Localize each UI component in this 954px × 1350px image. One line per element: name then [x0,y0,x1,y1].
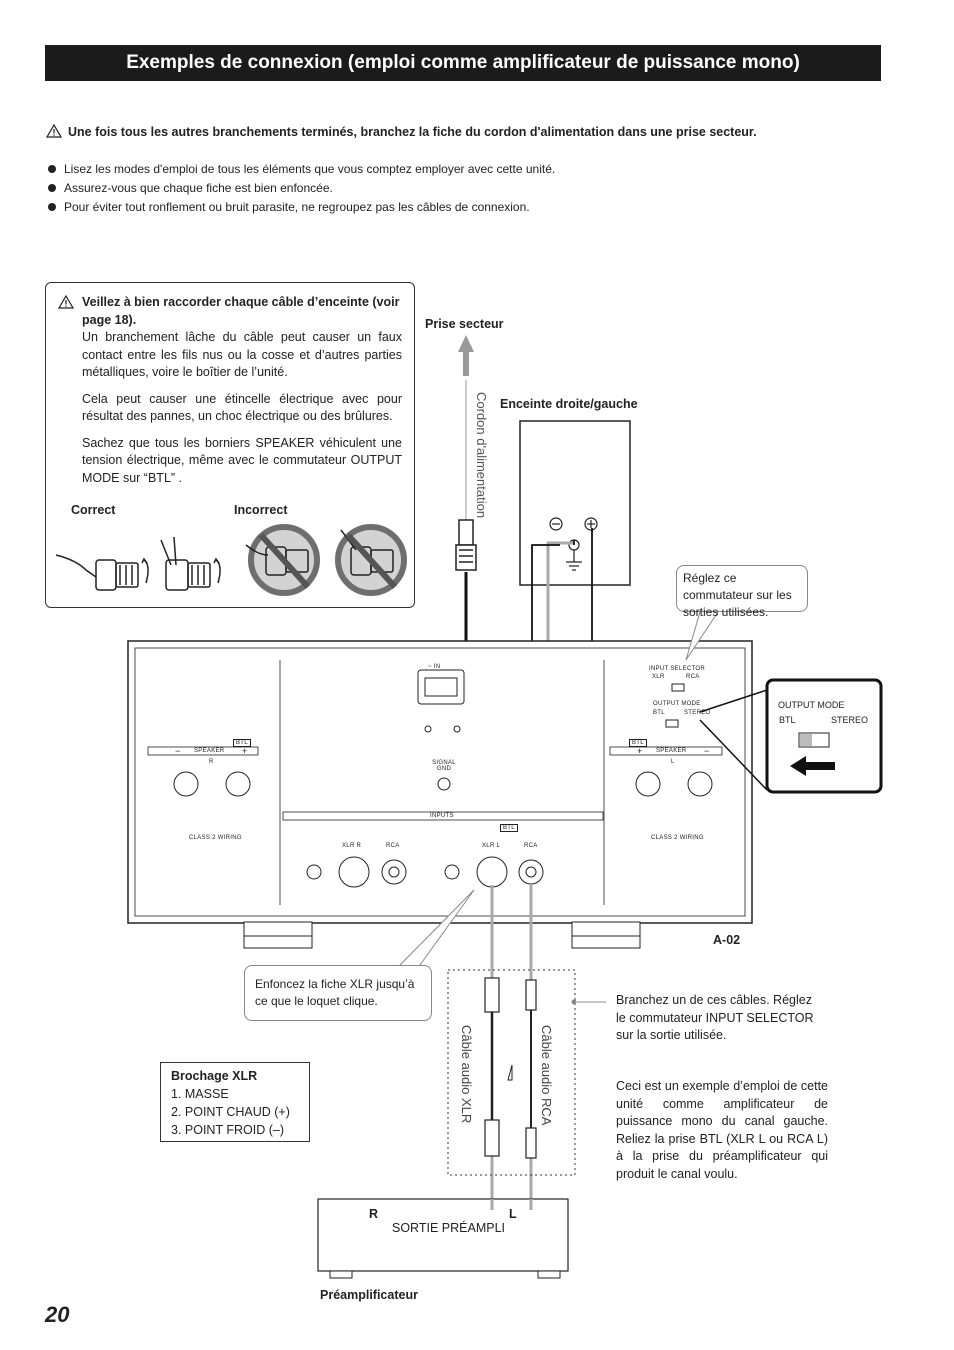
or-divider-icon [508,1065,512,1080]
panel-xlr-label: XLR [652,674,665,680]
list-item: Pour éviter tout ronflement ou bruit parasite, ne regroupez pas les câbles de connexion. [48,201,848,214]
xlr-cable-label: Câble audio XLR [459,1025,474,1124]
rca-cable-label: Câble audio RCA [539,1025,554,1126]
rca-l-label: RCA [524,843,538,849]
page-number: 20 [45,1302,70,1327]
preamp-l-label: L [509,1207,517,1221]
panel-minus-l: − [704,746,710,756]
class2-l-label: CLASS 2 WIRING [651,835,704,841]
model-label: A-02 [713,933,741,947]
cable-callout: Branchez un de ces câbles. Réglez le commutateur INPUT SELECTOR sur la sortie utilisée. [616,993,814,1042]
input-selector-label: INPUT SELECTOR [649,666,705,672]
speaker-terminal-l-minus-icon [688,772,712,796]
switch-callout: Réglez ce commutateur sur les sorties utilisées. [676,565,808,612]
zoom-stereo-label: STEREO [831,715,869,725]
speaker-warning-heading: Veillez à bien raccorder chaque câble d’enceinte (voir page 18). [58,293,408,329]
incorrect-label: Incorrect [234,503,288,517]
preamp-r-label: R [369,1207,379,1221]
panel-speaker-r-label: SPEAKER [194,748,225,754]
correct-label: Correct [71,503,116,517]
xlr-r-jack-icon [339,857,369,887]
preamp-label: Préamplificateur [320,1288,418,1302]
panel-btl-label: BTL [653,710,665,716]
pinout-item: 3. POINT FROID (–) [171,1123,284,1137]
list-item: Assurez-vous que chaque fiche est bien enfoncée. [48,182,848,195]
xlr-switch-r-icon [307,865,321,879]
list-item: Lisez les modes d'emploi de tous les éléments que vous comptez employer avec cette unité. [48,163,848,176]
panel-rca-label: RCA [686,674,700,680]
pinout-item: 1. MASSE [171,1087,229,1101]
panel-btl-l-badge: BTL [629,739,647,747]
xlr-callout: Enfoncez la fiche XLR jusqu’à ce que le loquet clique. [244,965,432,1021]
power-plug-icon [456,520,476,570]
rca-cable-icon [526,980,536,1158]
class2-r-label: CLASS 2 WIRING [189,835,242,841]
wall-outlet-label: Prise secteur [425,317,504,331]
signal-gnd-label: SIGNAL GND [432,760,456,772]
zoom-output-mode-label: OUTPUT MODE [778,700,845,710]
speaker-warning-body: Un branchement lâche du câble peut causer un faux contact entre les fils nus ou la cosse et d’autres parties métalliques, voire le boîtier de l’unité. Cela peut causer une étincelle électrique avec pour résultat des pannes, un choc électrique ou des brûlures. Sachez que tous les borniers SPEAKER véhiculent une tension électrique, même avec le commutateur OUTPUT MODE sur “BTL” . [82,330,402,485]
inputs-btl-badge: BTL [500,824,518,832]
speaker-terminal-r-plus-icon [226,772,250,796]
xlr-l-jack-icon [477,857,507,887]
rca-r-jack-icon [382,860,406,884]
xlr-r-label: XLR R [342,843,362,849]
xlr-switch-l-icon [445,865,459,879]
signal-gnd-terminal-icon [438,778,450,790]
xlr-cable-icon [485,978,499,1156]
rca-r-label: RCA [386,843,400,849]
xlr-pinout-box [160,1062,310,1142]
power-warning-text: Une fois tous les autres branchements terminés, branchez la fiche du cordon d'alimentation dans une prise secteur. [68,125,757,139]
panel-stereo-label: STEREO [684,710,711,716]
pinout-title: Brochage XLR [171,1069,258,1083]
panel-speaker-l-label: SPEAKER [656,748,687,754]
pinout-item: 2. POINT CHAUD (+) [171,1105,290,1119]
ac-in-label: ~ IN [428,664,441,670]
panel-btl-r-badge: BTL [233,739,251,747]
panel-output-mode-label: OUTPUT MODE [653,701,701,707]
xlr-l-label: XLR L [482,843,501,849]
usage-example-paragraph: Ceci est un exemple d’emploi de cette unité comme amplificateur de puissance mono du canal gauche. Reliez la prise BTL (XLR L ou RCA L) à la prise du préamplificateur qui produit le canal voulu. [616,1079,828,1181]
speaker-terminal-r-minus-icon [174,772,198,796]
panel-plus-l: + [637,746,643,756]
speaker-terminal-l-plus-icon [636,772,660,796]
power-arrow-icon [458,335,474,520]
preamp-output-label: SORTIE PRÉAMPLI [392,1221,505,1235]
amplifier-rear-panel [128,641,752,948]
panel-r-label: R [209,759,214,765]
zoom-btl-label: BTL [779,715,796,725]
panel-plus-r: + [242,746,248,756]
panel-minus-r: − [175,746,181,756]
power-cord-label: Cordon d'alimentation [474,392,489,519]
page-title: Exemples de connexion (emploi comme amplificateur de puissance mono) [45,45,881,81]
panel-l-label: L [671,759,675,765]
speaker-label: Enceinte droite/gauche [500,397,638,411]
rca-l-jack-icon [519,860,543,884]
inputs-label: INPUTS [430,813,454,819]
speaker-box [520,421,630,585]
